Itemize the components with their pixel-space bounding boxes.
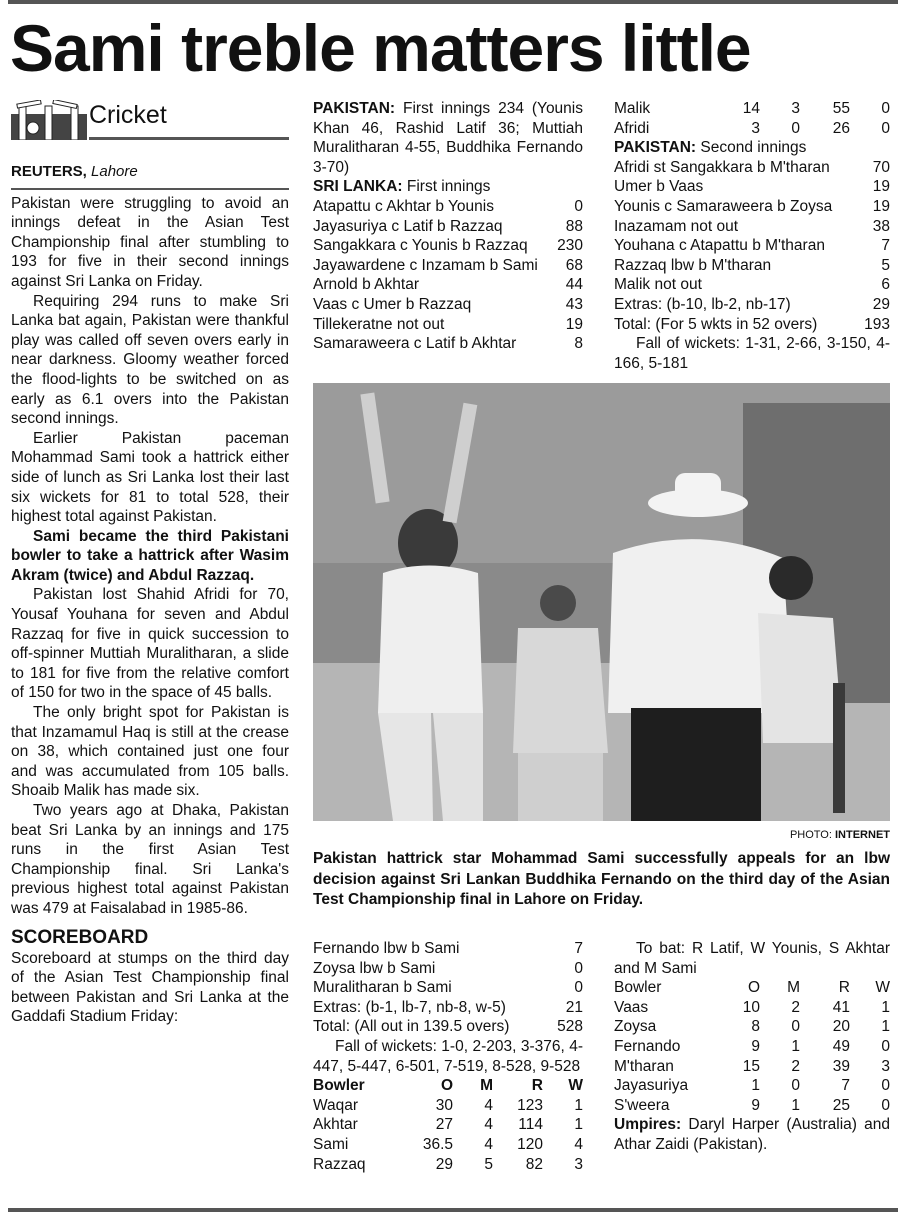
batting-row [614, 275, 890, 295]
bowling-cell: 25 [832, 1096, 850, 1114]
innings-label: First innings [406, 178, 491, 196]
batting-row [313, 939, 583, 959]
scoreboard-column-3 [614, 99, 890, 373]
bowling-row [313, 1135, 583, 1155]
bowling-cell: 0 [791, 1018, 800, 1036]
entry-runs: 7 [574, 940, 583, 957]
pak-first-innings [313, 99, 583, 177]
entry-name: Total: (For 5 wkts in 52 overs) [614, 315, 818, 333]
bowling-cell: Vaas [614, 998, 649, 1016]
bowling-cell: R [531, 1077, 543, 1095]
entry-name: Atapattu c Akhtar b Younis [313, 197, 494, 215]
bowling-cell: Razzaq [313, 1155, 366, 1173]
sl-batting-cont [313, 939, 583, 1037]
bowling-cell: 0 [791, 1077, 800, 1095]
news-photo [313, 383, 890, 821]
pak-bowling-cont [614, 99, 890, 138]
bowling-cell: Fernando [614, 1037, 681, 1055]
umpires-label: Umpires: [614, 1116, 682, 1134]
umpires-text: Daryl Harper (Australia) and Athar Zaidi (Pakistan). [614, 1116, 890, 1153]
bowling-cell: 8 [751, 1018, 760, 1036]
bowling-cell: 39 [832, 1057, 850, 1075]
batting-row [614, 177, 890, 197]
bowling-cell: W [875, 979, 890, 997]
innings-label: Second innings [700, 139, 807, 157]
bowling-cell: 123 [517, 1096, 543, 1114]
batting-row [614, 158, 890, 178]
headline: Sami treble matters little [10, 11, 751, 85]
batting-row [614, 295, 890, 315]
bowling-cell: 9 [751, 1096, 760, 1114]
bowling-row [614, 1096, 890, 1116]
entry-runs: 5 [881, 256, 890, 274]
bowling-cell: 82 [525, 1155, 543, 1173]
batting-row [313, 959, 583, 979]
bowling-cell: R [838, 979, 850, 997]
paragraph: Requiring 294 runs to make Sri Lanka bat again, Pakistan were thankful play was called off seven overs early in near darkness. Gloomy weather forced the flood-lights to be switched on as early as 6.1 overs into the Pakistan second innings. [11, 292, 289, 428]
bowling-cell: 15 [742, 1057, 760, 1075]
umpires [614, 1115, 890, 1154]
entry-name: Jayasuriya c Latif b Razzaq [313, 217, 503, 235]
bowling-cell: 3 [751, 119, 760, 137]
batting-row [313, 1017, 583, 1037]
byline-agency: REUTERS, [11, 163, 87, 180]
section-label: Cricket [89, 101, 167, 129]
entry-runs: 7 [881, 237, 890, 255]
entry-runs: 38 [872, 217, 890, 235]
bowling-cell: W [568, 1077, 583, 1095]
paragraph: Earlier Pakistan paceman Mohammad Sami took a hattrick either side of lunch as Sri Lanka lost their last six wickets for 81 to total 528, their highest total against Pakistan. [11, 429, 289, 526]
batting-row [313, 256, 583, 276]
innings-summary: First innings 234 (Younis Khan 46, Rashid Latif 36; Muttiah Muralitharan 4-55, Buddhika Fernando 3-70) [313, 100, 583, 176]
photo-credit-label: PHOTO: [789, 829, 832, 841]
bowling-cell: 14 [742, 100, 760, 117]
bowling-cell: 2 [791, 1057, 800, 1075]
bowling-row [313, 1115, 583, 1135]
batting-row [313, 275, 583, 295]
batting-row [614, 256, 890, 276]
pak-bowling-table [313, 1076, 583, 1174]
bowling-cell: 7 [841, 1077, 850, 1095]
batting-row [313, 197, 583, 217]
bowling-cell: 49 [832, 1037, 850, 1055]
bowling-cell: O [440, 1077, 453, 1095]
bowling-cell: 4 [484, 1135, 493, 1153]
entry-name: Total: (All out in 139.5 overs) [313, 1018, 510, 1036]
bowling-cell: 4 [574, 1135, 583, 1153]
bowling-row [614, 1057, 890, 1077]
batting-row [614, 315, 890, 335]
photo-caption: Pakistan hattrick star Mohammad Sami successfully appeals for an lbw decision against Sri Lankan Buddhika Fernando on the third day of the Asian Test Championship final in Lahore on Friday. [313, 850, 890, 908]
team-label: SRI LANKA: [313, 178, 403, 196]
top-rule [8, 0, 898, 4]
bottom-rule [8, 1208, 898, 1212]
entry-name: Umer b Vaas [614, 178, 704, 196]
batting-row [313, 315, 583, 335]
bowling-cell: 0 [881, 1077, 890, 1095]
bowling-cell: 1 [574, 1096, 583, 1114]
entry-name: Extras: (b-1, lb-7, nb-8, w-5) [313, 998, 506, 1016]
scoreboard-column-2 [313, 99, 583, 354]
scoreboard-intro: Scoreboard at stumps on the third day of the Asian Test Championship final between Pakistan and Sri Lanka at the Gaddafi Stadium Friday: [11, 949, 289, 1026]
bowling-cell: 0 [881, 119, 890, 137]
entry-runs: 44 [565, 276, 583, 294]
byline-place: Lahore [91, 163, 138, 180]
article-body [11, 194, 289, 1027]
bowling-cell: 5 [484, 1155, 493, 1173]
bowling-cell: 0 [881, 1037, 890, 1055]
batting-row [313, 334, 583, 354]
team-label: PAKISTAN: [614, 139, 697, 157]
bowling-row [614, 119, 890, 139]
entry-runs: 70 [872, 158, 890, 176]
entry-name: Malik not out [614, 276, 702, 294]
pak-second-innings-head [614, 138, 890, 158]
bowling-cell: 1 [574, 1116, 583, 1134]
bowling-cell: Bowler [313, 1077, 365, 1095]
bowling-row [614, 1017, 890, 1037]
entry-name: Zoysa lbw b Sami [313, 959, 436, 977]
kicker-rule [89, 137, 289, 140]
paragraph: Pakistan were struggling to avoid an innings defeat in the Asian Test Championship final after stumbling to 193 for five in their second innings against Sri Lanka on Friday. [11, 194, 289, 290]
entry-name: Arnold b Akhtar [313, 276, 419, 294]
bowling-cell: 29 [435, 1155, 453, 1173]
bowling-header [614, 978, 890, 998]
bowling-cell: 3 [574, 1155, 583, 1173]
bowler-appeal-photo [313, 383, 890, 821]
bowling-row [614, 998, 890, 1018]
bowling-cell: S'weera [614, 1096, 670, 1114]
sl-fall-of-wickets: Fall of wickets: 1-0, 2-203, 3-376, 4-447, 5-447, 6-501, 7-519, 8-528, 9-528 [313, 1037, 583, 1075]
entry-name: Sangakkara c Younis b Razzaq [313, 237, 528, 255]
bowling-cell: 1 [791, 1037, 800, 1055]
bowling-cell: 55 [832, 100, 850, 117]
entry-name: Vaas c Umer b Razzaq [313, 295, 472, 313]
batting-row [313, 236, 583, 256]
entry-name: Muralitharan b Sami [313, 979, 452, 997]
sl-batting-list [313, 197, 583, 354]
bowling-row [614, 99, 890, 119]
entry-runs: 29 [872, 295, 890, 313]
entry-runs: 8 [574, 335, 583, 353]
batting-row [313, 998, 583, 1018]
entry-runs: 68 [565, 256, 583, 274]
entry-name: Youhana c Atapattu b M'tharan [614, 237, 825, 255]
bowling-cell: Malik [614, 100, 651, 117]
sl-innings-head [313, 177, 583, 197]
pak-fall-of-wickets: Fall of wickets: 1-31, 2-66, 3-150, 4-166, 5-181 [614, 335, 890, 372]
bowling-cell: 10 [742, 998, 760, 1016]
bowling-cell: 4 [484, 1096, 493, 1114]
bowling-row [313, 1155, 583, 1175]
photo-credit-source: INTERNET [835, 829, 890, 841]
article-column [11, 100, 289, 1027]
bowling-cell: 3 [791, 100, 800, 117]
to-bat: To bat: R Latif, W Younis, S Akhtar and M Sami [614, 940, 890, 977]
bowling-cell: 1 [791, 1096, 800, 1114]
entry-name: Younis c Samaraweera b Zoysa [614, 197, 833, 215]
bowling-cell: 41 [832, 998, 850, 1016]
batting-row [313, 295, 583, 315]
bowling-cell: Bowler [614, 979, 662, 997]
scoreboard-heading: SCOREBOARD [11, 926, 149, 948]
bowling-cell: 1 [751, 1077, 760, 1095]
paragraph: Two years ago at Dhaka, Pakistan beat Sri Lanka by an innings and 175 runs in the first Asian Test Championship final. Sri Lanka's previous highest total against Pakistan was 479 at Faisalabad in 1985-86. [11, 802, 289, 917]
bowling-cell: 0 [881, 100, 890, 117]
bowling-cell: M [480, 1077, 493, 1095]
bowling-cell: O [747, 979, 760, 997]
entry-name: Fernando lbw b Sami [313, 940, 460, 957]
bowling-cell: 4 [484, 1116, 493, 1134]
entry-runs: 193 [864, 315, 890, 333]
bowling-cell: 0 [881, 1096, 890, 1114]
bowling-row [313, 1096, 583, 1116]
entry-name: Afridi st Sangakkara b M'tharan [614, 158, 830, 176]
entry-name: Jayawardene c Inzamam b Sami [313, 256, 538, 274]
entry-runs: 0 [574, 197, 583, 215]
bowling-cell: Jayasuriya [614, 1077, 689, 1095]
entry-runs: 21 [565, 998, 583, 1016]
entry-name: Inazamam not out [614, 217, 739, 235]
scoreboard-column-2-bottom [313, 939, 583, 1174]
paragraph-highlight: Sami became the third Pakistani bowler to take a hattrick after Wasim Akram (twice) and Abdul Razzaq. [11, 527, 289, 584]
bowling-cell: 2 [791, 998, 800, 1016]
batting-row [614, 217, 890, 237]
bowling-cell: 114 [518, 1116, 543, 1134]
entry-runs: 43 [565, 295, 583, 313]
entry-runs: 0 [574, 959, 583, 977]
entry-name: Tillekeratne not out [313, 315, 445, 333]
entry-name: Razzaq lbw b M'tharan [614, 256, 772, 274]
entry-runs: 88 [565, 217, 583, 235]
bowling-cell: 36.5 [422, 1135, 453, 1153]
entry-runs: 528 [557, 1018, 583, 1036]
bowling-cell: 27 [435, 1116, 453, 1134]
pak-batting-list [614, 158, 890, 334]
paragraph: Pakistan lost Shahid Afridi for 70, Yousaf Youhana for seven and Abdul Razzaq for five in quick succession to off-spinner Muttiah Muralitharan, a slide to 181 for five from the relative comfort of 150 for two in the space of 45 balls. [11, 586, 289, 702]
bowling-cell: Zoysa [614, 1018, 657, 1036]
entry-runs: 230 [557, 237, 583, 255]
entry-runs: 19 [872, 178, 890, 196]
bowling-cell: Waqar [313, 1096, 359, 1114]
bowling-cell: 1 [881, 1018, 890, 1036]
batting-row [614, 236, 890, 256]
scoreboard-column-3-bottom [614, 939, 890, 1155]
bowling-cell: Akhtar [313, 1116, 358, 1134]
bowling-row [614, 1037, 890, 1057]
byline [11, 162, 289, 190]
entry-runs: 19 [565, 315, 583, 333]
photo-credit [700, 829, 890, 841]
bowling-cell: 1 [881, 998, 890, 1016]
bowling-cell: M [787, 979, 800, 997]
bowling-cell: 3 [881, 1057, 890, 1075]
cricket-stumps-icon [11, 100, 87, 140]
bowling-cell: 120 [517, 1135, 543, 1153]
bowling-row [614, 1076, 890, 1096]
team-label: PAKISTAN: [313, 100, 396, 117]
bowling-cell: 9 [751, 1037, 760, 1055]
bowling-cell: 0 [791, 119, 800, 137]
batting-row [313, 217, 583, 237]
entry-runs: 19 [872, 197, 890, 215]
entry-name: Samaraweera c Latif b Akhtar [313, 335, 517, 353]
sl-bowling-table [614, 978, 890, 1115]
bowling-cell: Sami [313, 1135, 349, 1153]
entry-runs: 6 [881, 276, 890, 294]
paragraph: The only bright spot for Pakistan is that Inzamamul Haq is still at the crease on 38, which contained just one four and was accumulated from 105 balls. Shoaib Malik has made six. [11, 704, 289, 800]
batting-row [614, 197, 890, 217]
bowling-cell: Afridi [614, 119, 650, 137]
section-kicker [11, 100, 289, 140]
bowling-cell: 20 [832, 1018, 850, 1036]
bowling-cell: 30 [435, 1096, 453, 1114]
bowling-cell: 26 [832, 119, 850, 137]
entry-runs: 0 [574, 979, 583, 997]
entry-name: Extras: (b-10, lb-2, nb-17) [614, 295, 791, 313]
bowling-cell: M'tharan [614, 1057, 674, 1075]
batting-row [313, 978, 583, 998]
bowling-header [313, 1076, 583, 1096]
